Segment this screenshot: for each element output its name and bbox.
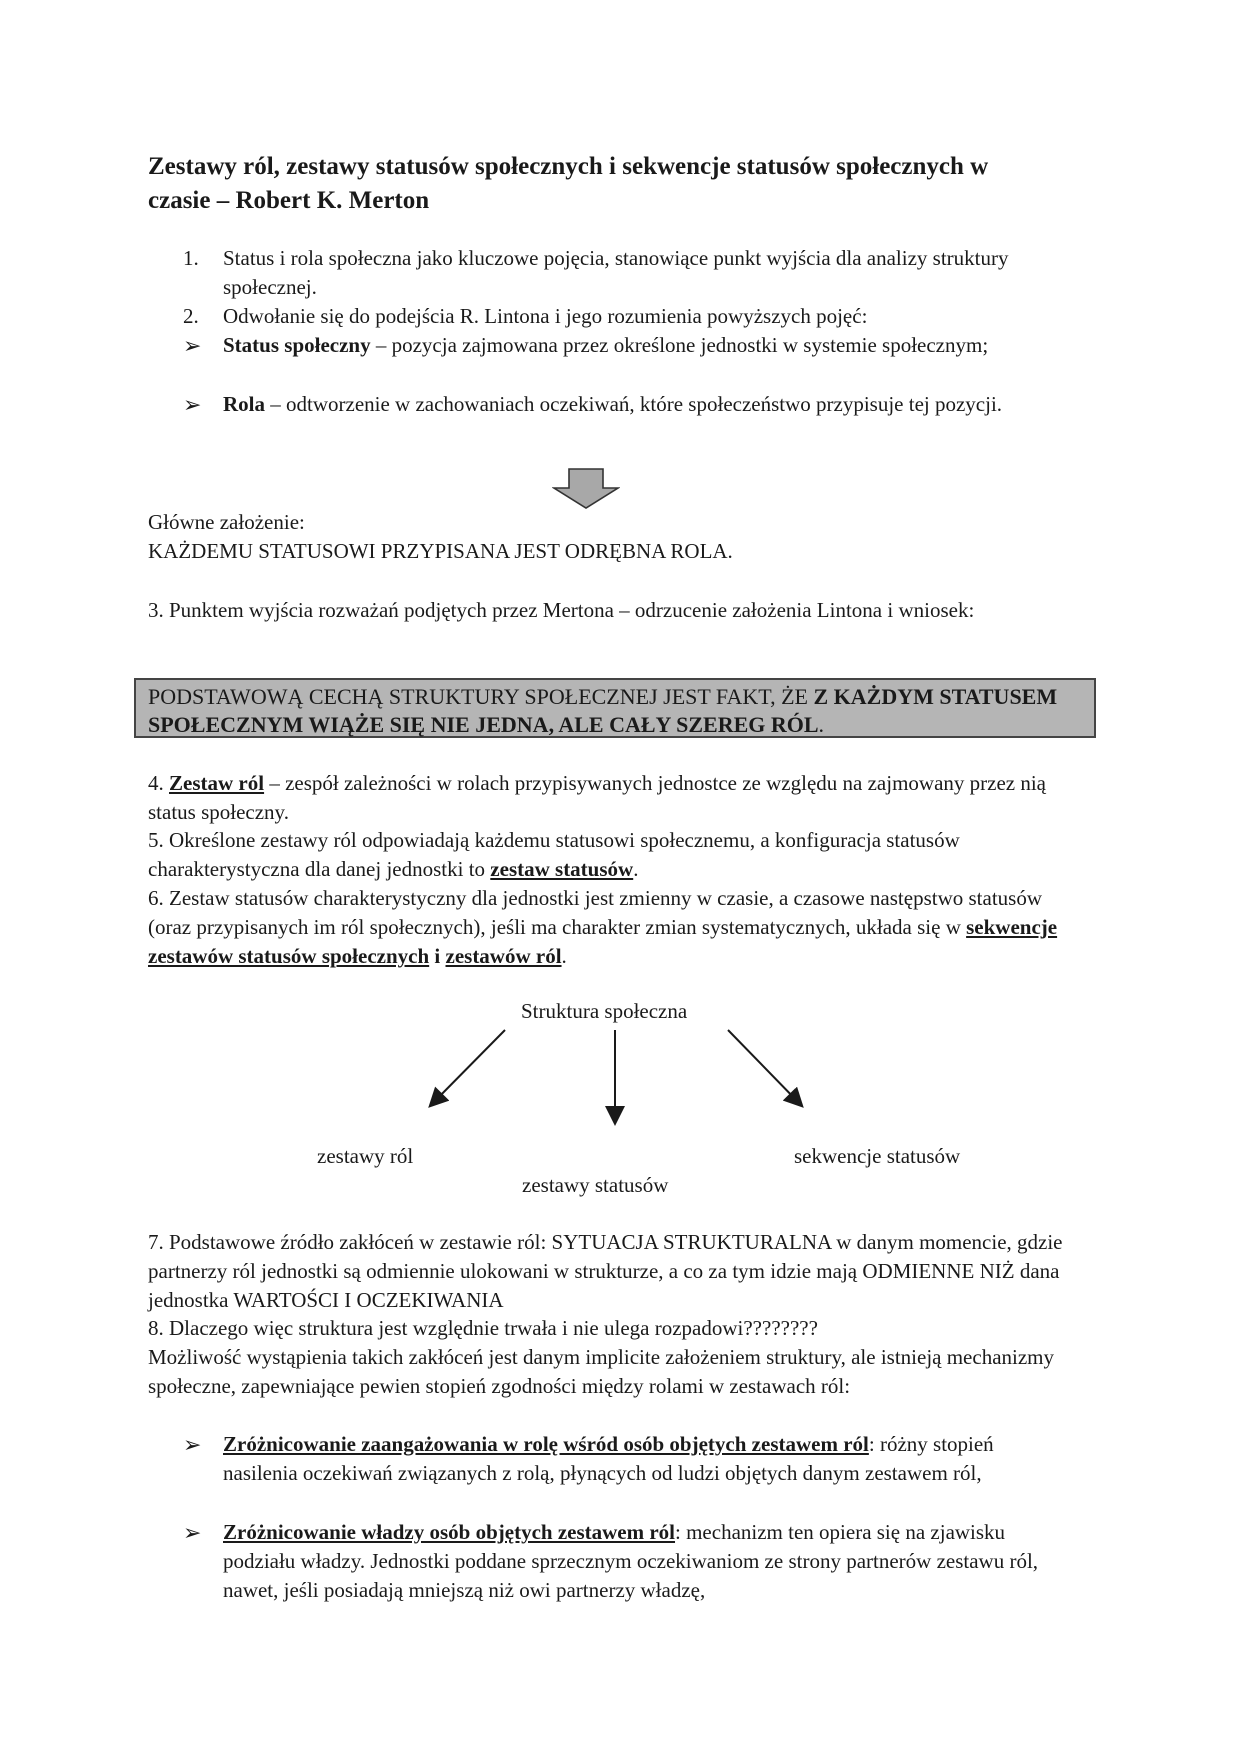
term-zestaw-statusow: zestaw statusów bbox=[490, 857, 634, 881]
term-rola: Rola bbox=[223, 392, 265, 416]
box-normal-text: PODSTAWOWĄ CECHĄ STRUKTURY SPOŁECZNEJ JEST FAKT, ŻE bbox=[148, 684, 814, 709]
main-assumption-text: KAŻDEMU STATUSOWI PRZYPISANA JEST ODRĘBNA ROLA. bbox=[148, 539, 733, 563]
point-5-text: 5. Określone zestawy ról odpowiadają każdemu statusowi społecznemu, a konfiguracja statusów charakterystyczna dla danej jednostki to bbox=[148, 828, 960, 881]
term-status: Status społeczny bbox=[223, 333, 371, 357]
term-mechanism-1: Zróżnicowanie zaangażowania w rolę wśród osób objętych zestawem ról bbox=[223, 1432, 869, 1456]
main-assumption-label: Główne założenie: bbox=[148, 510, 305, 534]
term-sekwencje: sekwencje zestawów statusów społecznych bbox=[148, 915, 1058, 968]
box-bold-text: Z KAŻDYM STATUSEM SPOŁECZNYM WIĄŻE SIĘ NIE JEDNA, ALE CAŁY SZEREG RÓL bbox=[148, 684, 1058, 737]
list-text: Odwołanie się do podejścia R. Lintona i jego rozumienia powyższych pojęć: bbox=[223, 304, 868, 328]
list-item bbox=[183, 244, 1063, 304]
down-arrow-icon bbox=[552, 468, 620, 510]
point-4-num: 4. bbox=[148, 771, 169, 795]
list-item bbox=[183, 302, 1063, 332]
arrow-bullet-icon: ➢ bbox=[183, 392, 202, 417]
arrow-bullet-icon: ➢ bbox=[183, 333, 202, 358]
mechanism-2-text: : mechanizm ten opiera się na zjawisku podziału władzy. Jednostki poddane sprzecznym oczekiwaniom ze strony partnerów zestawu ról, nawet, jeśli posiadają mniejszą niż owi partnerzy władzę, bbox=[223, 1520, 1039, 1602]
arrow-bullet-icon: ➢ bbox=[183, 1520, 202, 1545]
arrow-right bbox=[728, 1030, 801, 1105]
point-6-mid: i bbox=[429, 944, 446, 968]
list-text bbox=[223, 1430, 1063, 1488]
list-item bbox=[183, 1518, 1063, 1608]
point-4-text: – zespół zależności w rolach przypisywanych jednostce ze względu na zajmowany przez nią status społeczny. bbox=[148, 771, 1046, 824]
point-8: 8. Dlaczego więc struktura jest względnie trwała i nie ulega rozpadowi???????? bbox=[148, 1316, 818, 1340]
point-4 bbox=[148, 769, 1068, 827]
highlight-box bbox=[134, 678, 1096, 738]
diagram-center: zestawy statusów bbox=[522, 1173, 669, 1197]
list-text bbox=[223, 331, 1063, 360]
diagram-root: Struktura społeczna bbox=[521, 999, 688, 1023]
term-zestaw-rol: Zestaw ról bbox=[169, 771, 265, 795]
list-text bbox=[223, 390, 1063, 419]
diagram-left: zestawy ról bbox=[317, 1144, 414, 1168]
list-item bbox=[183, 1430, 1063, 1520]
list-text: Status i rola społeczna jako kluczowe pojęcia, stanowiące punkt wyjścia dla analizy struktury społecznej. bbox=[223, 246, 1009, 299]
list-item bbox=[183, 331, 1063, 391]
box-end: . bbox=[818, 712, 825, 737]
point-7: 7. Podstawowe źródło zakłóceń w zestawie ról: SYTUACJA STRUKTURALNA w danym momencie, gdzie partnerzy ról jednostki są odmiennie ulokowani w strukturze, a co za tym idzie mają ODMIENNE NIŻ dana jednostka WARTOŚCI I OCZEKIWANIA bbox=[148, 1230, 1063, 1312]
list-item bbox=[183, 390, 1063, 450]
mechanism-1-text: : różny stopień nasilenia oczekiwań związanych z rolą, płynących od ludzi objętych danym zestawem ról, bbox=[223, 1432, 994, 1485]
list-text bbox=[223, 1518, 1063, 1605]
list-number: 1. bbox=[183, 246, 199, 270]
definition-status: – pozycja zajmowana przez określone jednostki w systemie społecznym; bbox=[370, 333, 989, 357]
point-6 bbox=[148, 884, 1068, 971]
point-5 bbox=[148, 826, 1068, 884]
term-mechanism-2: Zróżnicowanie władzy osób objętych zestawem ról bbox=[223, 1520, 676, 1544]
arrow-left bbox=[431, 1030, 505, 1105]
page-title: Zestawy ról, zestawy statusów społecznych i sekwencje statusów społecznych w czasie – Robert K. Merton bbox=[148, 153, 989, 214]
term-zestawow-rol: zestawów ról bbox=[445, 944, 562, 968]
list-number: 2. bbox=[183, 304, 199, 328]
point-5-end: . bbox=[633, 857, 639, 881]
point-3: 3. Punktem wyjścia rozważań podjętych przez Mertona – odrzucenie założenia Lintona i wniosek: bbox=[148, 598, 975, 622]
arrow-bullet-icon: ➢ bbox=[183, 1432, 202, 1457]
point-8-continuation: Możliwość wystąpienia takich zakłóceń jest danym implicite założeniem struktury, ale istnieją mechanizmy społeczne, zapewniające pewien stopień zgodności między rolami w zestawach ról: bbox=[148, 1345, 1055, 1398]
definition-rola: – odtworzenie w zachowaniach oczekiwań, które społeczeństwo przypisuje tej pozycji. bbox=[265, 392, 1003, 416]
point-6-end: . bbox=[561, 944, 567, 968]
diagram-right: sekwencje statusów bbox=[794, 1144, 961, 1168]
point-6-text: 6. Zestaw statusów charakterystyczny dla jednostki jest zmienny w czasie, a czasowe następstwo statusów (oraz przypisanych im ról społecznych), jeśli ma charakter zmian systematycznych, układa się w bbox=[148, 886, 1042, 939]
